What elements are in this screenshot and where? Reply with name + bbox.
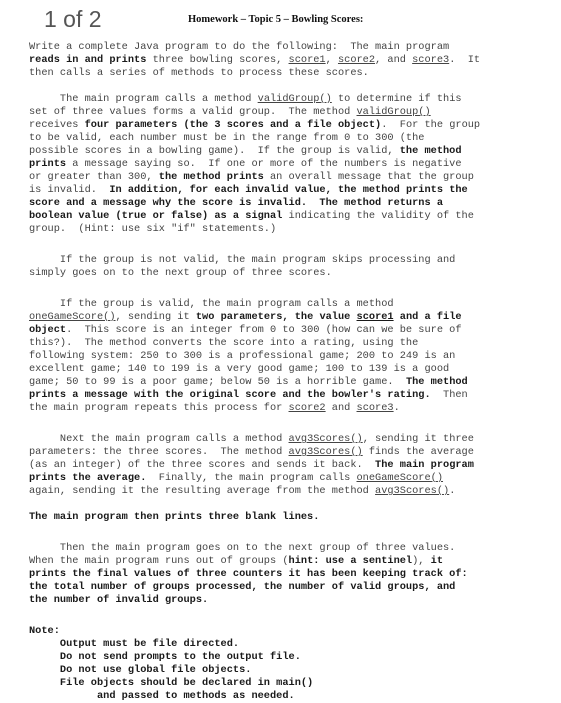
text-run: When the main program runs out of groups ( bbox=[29, 555, 289, 567]
text-line bbox=[29, 350, 559, 363]
text-line bbox=[29, 267, 559, 280]
emphasis-text: hint: use a sentinel bbox=[288, 555, 413, 567]
emphasis-text: Do not send prompts to the output file. bbox=[29, 651, 301, 663]
paragraph-spacer bbox=[29, 280, 559, 298]
emphasis-text: prints the average. bbox=[29, 472, 147, 484]
text-run: then calls a series of methods to process these scores. bbox=[29, 67, 369, 79]
code-reference: validGroup() bbox=[257, 93, 332, 105]
text-run: If the group is valid, the main program calls a method bbox=[29, 298, 394, 310]
text-run: . bbox=[449, 485, 456, 497]
text-run: game; 50 to 99 is a poor game; below 50 is a horrible game. bbox=[29, 376, 406, 388]
text-line bbox=[29, 254, 559, 267]
text-run: three bowling scores, bbox=[146, 54, 289, 66]
emphasis-text: Note: bbox=[29, 625, 60, 637]
code-reference: avg3Scores() bbox=[375, 485, 450, 497]
text-line bbox=[29, 298, 559, 311]
text-line bbox=[29, 459, 559, 472]
text-run: to be valid, each number must be in the range from 0 to 300 (the bbox=[29, 132, 425, 144]
text-line bbox=[29, 446, 559, 459]
emphasis-text: the total number of groups processed, the number of valid groups, and bbox=[29, 581, 456, 593]
emphasis-text: the method bbox=[399, 145, 462, 157]
paragraph-counters bbox=[29, 542, 559, 607]
text-run: receives bbox=[29, 119, 85, 131]
text-run: Next the main program calls a method bbox=[29, 433, 289, 445]
paragraph-note bbox=[29, 625, 559, 703]
paragraph-spacer bbox=[29, 498, 559, 511]
paragraph-spacer bbox=[29, 80, 559, 93]
text-line bbox=[29, 433, 559, 446]
text-line bbox=[29, 555, 559, 568]
text-run: and bbox=[325, 402, 357, 414]
text-line bbox=[29, 54, 559, 67]
text-run: . It bbox=[449, 54, 481, 66]
code-reference: score1 bbox=[288, 54, 326, 66]
text-line bbox=[29, 485, 559, 498]
text-run: . bbox=[393, 402, 400, 414]
text-line bbox=[29, 542, 559, 555]
document-body bbox=[29, 41, 559, 703]
text-run: is invalid. bbox=[29, 184, 110, 196]
text-line bbox=[29, 324, 559, 337]
text-line bbox=[29, 119, 559, 132]
text-line bbox=[29, 625, 559, 638]
text-line bbox=[29, 651, 559, 664]
emphasis-text: score and a message why the score is invalid. The method returns a bbox=[29, 197, 444, 209]
text-line bbox=[29, 171, 559, 184]
text-run: excellent game; 140 to 199 is a very good game; 100 to 139 is a good bbox=[29, 363, 450, 375]
text-run: Then bbox=[430, 389, 468, 401]
code-reference: oneGameScore() bbox=[29, 311, 116, 323]
paragraph-valid-group bbox=[29, 93, 559, 236]
emphasis-text: and passed to methods as needed. bbox=[29, 690, 295, 702]
emphasis-text: The main program then prints three blank lines. bbox=[29, 511, 320, 523]
text-run: (as an integer) of the three scores and sends it back. bbox=[29, 459, 376, 471]
text-line bbox=[29, 581, 559, 594]
paragraph-intro bbox=[29, 41, 559, 80]
text-run: group. (Hint: use six "if" statements.) bbox=[29, 223, 277, 235]
paragraph-spacer bbox=[29, 236, 559, 254]
paragraph-not-valid bbox=[29, 254, 559, 280]
text-run: , sending it bbox=[115, 311, 196, 323]
text-run: Write a complete Java program to do the following: The main program bbox=[29, 41, 450, 53]
paragraph-one-game-score bbox=[29, 298, 559, 415]
emphasis-text: four parameters (the 3 scores and a file object) bbox=[84, 119, 382, 131]
text-run: , and bbox=[375, 54, 413, 66]
page-number: 1 of 2 bbox=[44, 6, 102, 32]
code-reference: score2 bbox=[337, 54, 376, 66]
code-reference: score3 bbox=[356, 402, 394, 414]
text-line bbox=[29, 106, 559, 119]
emphasis-text: and a file bbox=[393, 311, 462, 323]
text-run: , sending it three bbox=[362, 433, 474, 445]
text-run: ), bbox=[412, 555, 431, 567]
text-line bbox=[29, 41, 559, 54]
text-line bbox=[29, 337, 559, 350]
text-run: an overall message that the group bbox=[263, 171, 474, 183]
text-line bbox=[29, 472, 559, 485]
text-run: . For the group bbox=[381, 119, 481, 131]
text-line bbox=[29, 158, 559, 171]
code-reference: score1 bbox=[356, 311, 394, 323]
text-run: finds the average bbox=[362, 446, 474, 458]
text-line bbox=[29, 638, 559, 651]
text-run: following system: 250 to 300 is a professional game; 200 to 249 is an bbox=[29, 350, 456, 362]
emphasis-text: File objects should be declared in main() bbox=[29, 677, 314, 689]
emphasis-text: The main program bbox=[375, 459, 474, 471]
paragraph-spacer bbox=[29, 524, 559, 542]
code-reference: score3 bbox=[412, 54, 450, 66]
text-line bbox=[29, 223, 559, 236]
code-reference: score2 bbox=[288, 402, 326, 414]
text-line bbox=[29, 311, 559, 324]
emphasis-text: it bbox=[430, 555, 444, 567]
emphasis-text: boolean value (true or false) as a signal bbox=[29, 210, 283, 222]
code-reference: avg3Scores() bbox=[288, 446, 363, 458]
emphasis-text: prints bbox=[29, 158, 67, 170]
text-run: again, sending it the resulting average from the method bbox=[29, 485, 376, 497]
text-line bbox=[29, 67, 559, 80]
emphasis-text: The method bbox=[405, 376, 468, 388]
text-line bbox=[29, 389, 559, 402]
text-line bbox=[29, 93, 559, 106]
text-line bbox=[29, 145, 559, 158]
text-line bbox=[29, 376, 559, 389]
emphasis-text: In addition, for each invalid value, the method prints the bbox=[109, 184, 468, 196]
paragraph-avg3-scores bbox=[29, 433, 559, 498]
emphasis-text: prints the final values of three counters it has been keeping track of: bbox=[29, 568, 468, 580]
text-run: a message saying so. If one or more of the numbers is negative bbox=[66, 158, 462, 170]
code-reference: oneGameScore() bbox=[356, 472, 444, 484]
text-line bbox=[29, 690, 559, 703]
text-line bbox=[29, 210, 559, 223]
text-run: If the group is not valid, the main program skips processing and bbox=[29, 254, 456, 266]
text-run: possible scores in a bowling game). If the group is valid, bbox=[29, 145, 400, 157]
emphasis-text: reads in and prints bbox=[29, 54, 147, 66]
document-title: Homework – Topic 5 – Bowling Scores: bbox=[188, 14, 364, 25]
code-reference: validGroup() bbox=[356, 106, 431, 118]
emphasis-text: Do not use global file objects. bbox=[29, 664, 252, 676]
text-line bbox=[29, 184, 559, 197]
text-run: parameters: the three scores. The method bbox=[29, 446, 289, 458]
paragraph-spacer bbox=[29, 607, 559, 625]
text-run: set of three values forms a valid group. The method bbox=[29, 106, 357, 118]
text-run: the main program repeats this process for bbox=[29, 402, 289, 414]
paragraph-blank-lines bbox=[29, 511, 559, 524]
text-line bbox=[29, 664, 559, 677]
text-run: simply goes on to the next group of three scores. bbox=[29, 267, 332, 279]
text-run: this?). The method converts the score into a rating, using the bbox=[29, 337, 419, 349]
text-run: to determine if this bbox=[331, 93, 462, 105]
text-line bbox=[29, 568, 559, 581]
text-line bbox=[29, 197, 559, 210]
text-run: , bbox=[325, 54, 338, 66]
text-line bbox=[29, 363, 559, 376]
paragraph-spacer bbox=[29, 415, 559, 433]
emphasis-text: object bbox=[29, 324, 67, 336]
code-reference: avg3Scores() bbox=[288, 433, 363, 445]
text-run: Finally, the main program calls bbox=[146, 472, 357, 484]
text-run: The main program calls a method bbox=[29, 93, 258, 105]
emphasis-text: prints a message with the original score and the bowler's rating. bbox=[29, 389, 431, 401]
text-run: indicating the validity of the bbox=[282, 210, 474, 222]
text-run: . This score is an integer from 0 to 300 (how can we be sure of bbox=[66, 324, 462, 336]
text-run: or greater than 300, bbox=[29, 171, 159, 183]
text-run: Then the main program goes on to the next group of three values. bbox=[29, 542, 456, 554]
text-line bbox=[29, 677, 559, 690]
emphasis-text: two parameters, the value bbox=[195, 311, 357, 323]
emphasis-text: the method prints bbox=[158, 171, 264, 183]
text-line bbox=[29, 594, 559, 607]
text-line bbox=[29, 402, 559, 415]
text-line bbox=[29, 132, 559, 145]
emphasis-text: the number of invalid groups. bbox=[29, 594, 209, 606]
text-line bbox=[29, 511, 559, 524]
emphasis-text: Output must be file directed. bbox=[29, 638, 240, 650]
